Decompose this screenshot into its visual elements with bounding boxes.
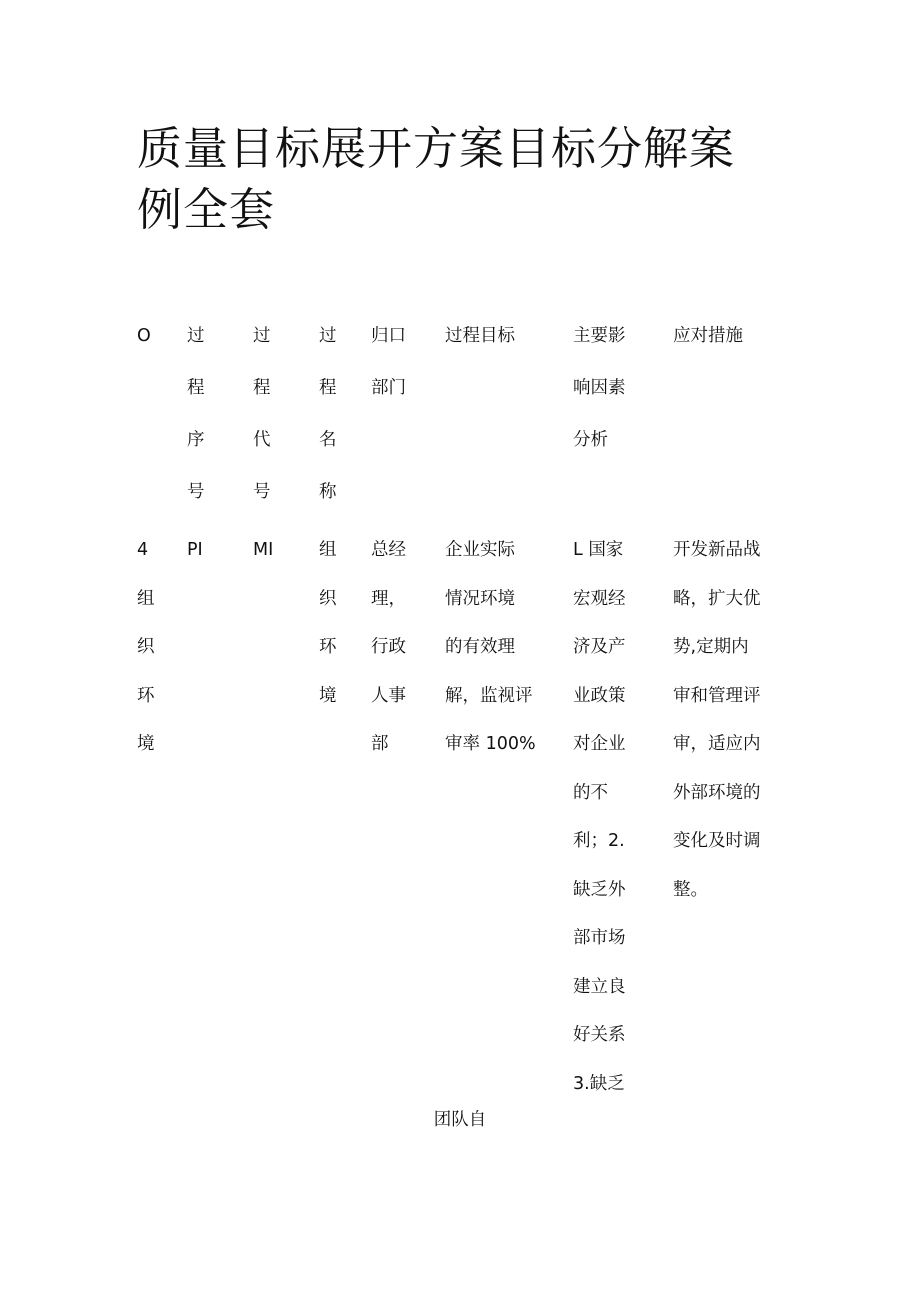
cell-line: 部市场 (573, 928, 626, 948)
cell-line: 过程目标 (445, 326, 515, 346)
cell-line: 审，适应内 (673, 734, 761, 754)
cell-line: 企业实际 (445, 540, 515, 560)
cell-line: 部 (371, 734, 389, 754)
header-measures (673, 322, 743, 374)
cell-line: 环 (137, 685, 155, 706)
cell-line: 过 (319, 326, 337, 346)
cell-line: 缺乏外 (573, 879, 626, 900)
cell-line: 号 (187, 482, 205, 502)
cell-line: 利；2. (573, 831, 625, 851)
page-title: 质量目标展开方案目标分解案例全套 (137, 122, 736, 236)
cell-line: 对企业 (573, 734, 626, 754)
footer-fragment: 团队自 (433, 1110, 487, 1130)
cell-line: L 国家 (573, 540, 624, 560)
cell-line: 业政策 (573, 685, 626, 706)
cell-line: 序 (187, 430, 205, 450)
header-process-code (253, 322, 271, 530)
cell-line: 审和管理评 (673, 685, 761, 706)
row1-process-code (253, 536, 273, 585)
cell-line: 济及产 (573, 637, 626, 657)
cell-line: 境 (137, 734, 155, 754)
cell-line: 称 (319, 482, 337, 502)
cell-line: 组 (137, 588, 155, 609)
cell-line: 开发新品战 (673, 540, 761, 560)
cell-line: 审率 100% (445, 734, 536, 754)
cell-line: 解，监视评 (445, 685, 533, 706)
cell-line: 行政 (371, 637, 406, 657)
cell-line: 织 (319, 588, 337, 609)
cell-line: 宏观经 (573, 588, 626, 609)
cell-line: 过 (253, 326, 271, 346)
cell-line: 部门 (371, 378, 406, 398)
cell-line: 总经 (371, 540, 406, 560)
cell-line: 主要影 (573, 326, 626, 346)
row1-factor-analysis (573, 536, 626, 1118)
row1-process-target (445, 536, 536, 779)
cell-line: 过 (187, 326, 205, 346)
cell-line: 归口 (371, 326, 406, 346)
cell-line: 4 (137, 540, 149, 560)
cell-line: 的有效理 (445, 637, 515, 657)
row1-measures (673, 536, 761, 924)
cell-line: PI (187, 540, 203, 560)
cell-line: 环 (319, 637, 337, 657)
cell-line: 程 (187, 378, 205, 398)
cell-line: 境 (319, 685, 337, 706)
cell-line: 外部环境的 (673, 782, 761, 803)
header-process-seq (187, 322, 205, 530)
row1-no (137, 536, 155, 779)
cell-line: 变化及时调 (673, 831, 761, 851)
row1-process-name (319, 536, 337, 730)
cell-line: 的不 (573, 782, 608, 803)
cell-line: 程 (319, 378, 337, 398)
cell-line: MI (253, 540, 274, 560)
cell-line: 响因素 (573, 378, 626, 398)
cell-line: 建立良 (573, 976, 626, 997)
cell-line: 名 (319, 430, 337, 450)
cell-line: 组 (319, 540, 337, 560)
cell-line: 人事 (371, 685, 406, 706)
cell-line: 略，扩大优 (673, 588, 761, 609)
cell-line: 理， (371, 588, 406, 609)
cell-line: O (137, 326, 151, 346)
cell-line: 势,定期内 (673, 637, 749, 657)
cell-line: 程 (253, 378, 271, 398)
cell-line: 织 (137, 637, 155, 657)
row1-process-seq (187, 536, 203, 585)
cell-line: 3.缺乏 (573, 1073, 625, 1094)
row1-department (371, 536, 406, 779)
header-process-target (445, 322, 515, 374)
cell-line: 好关系 (573, 1025, 626, 1045)
header-factor-analysis (573, 322, 626, 478)
cell-line: 代 (253, 430, 271, 450)
header-department (371, 322, 406, 426)
cell-line: 情况环境 (445, 588, 515, 609)
cell-line: 号 (253, 482, 271, 502)
cell-line: 分析 (573, 430, 608, 450)
header-no (137, 322, 151, 374)
header-process-name (319, 322, 337, 530)
cell-line: 整。 (673, 879, 708, 900)
cell-line: 应对措施 (673, 326, 743, 346)
